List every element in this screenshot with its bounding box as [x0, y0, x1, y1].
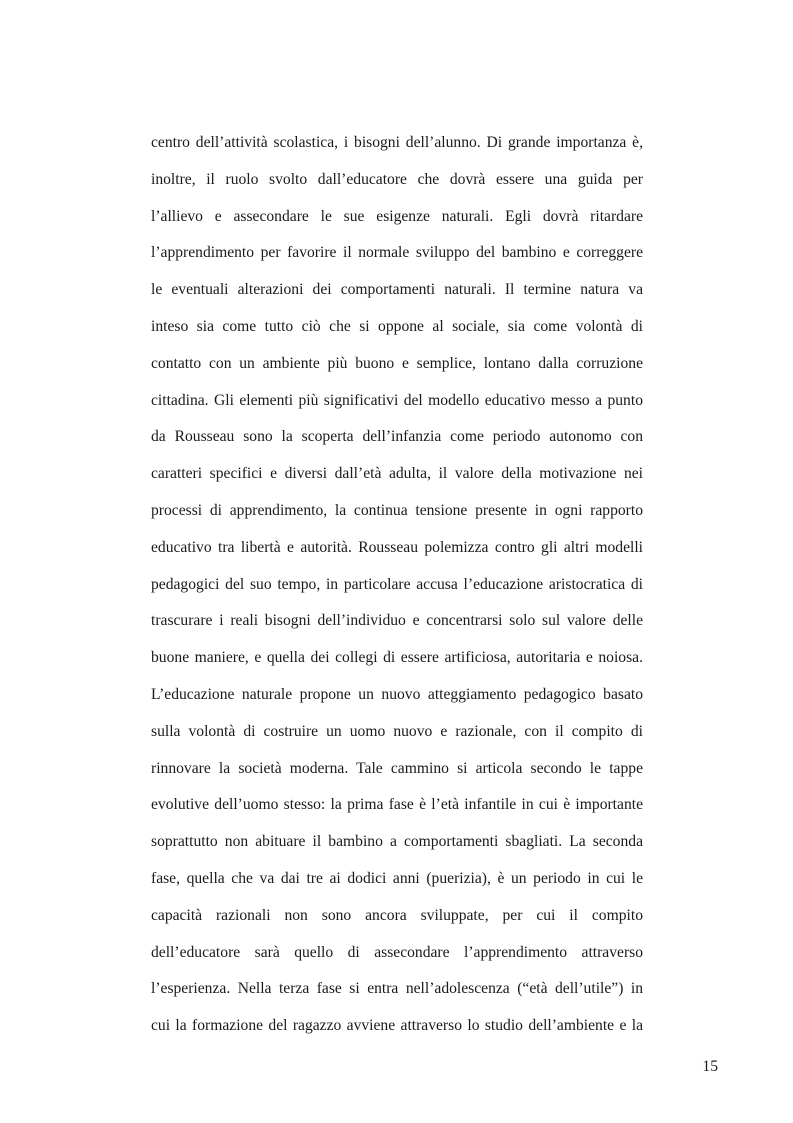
- text-line: da Rousseau sono la scoperta dell’infanzia come periodo autonomo con: [151, 428, 643, 446]
- text-line: L’educazione naturale propone un nuovo atteggiamento pedagogico basato: [151, 685, 643, 703]
- text-line: evolutive dell’uomo stesso: la prima fase è l’età infantile in cui è importante: [151, 796, 643, 814]
- text-line: soprattutto non abituare il bambino a comportamenti sbagliati. La seconda: [151, 833, 643, 851]
- text-line: centro dell’attività scolastica, i bisogni dell’alunno. Di grande importanza è,: [151, 134, 643, 151]
- text-line: contatto con un ambiente più buono e semplice, lontano dalla corruzione: [151, 354, 643, 372]
- text-line: inteso sia come tutto ciò che si oppone al sociale, sia come volontà di: [151, 317, 643, 335]
- text-line: caratteri specifici e diversi dall’età adulta, il valore della motivazione nei: [151, 465, 643, 483]
- text-line: sulla volontà di costruire un uomo nuovo e razionale, con il compito di: [151, 722, 643, 740]
- body-paragraph: [151, 129, 643, 1049]
- text-line: buone maniere, e quella dei collegi di essere artificiosa, autoritaria e noiosa.: [151, 649, 643, 667]
- text-line: le eventuali alterazioni dei comportamenti naturali. Il termine natura va: [151, 281, 643, 299]
- text-line: cui la formazione del ragazzo avviene attraverso lo studio dell’ambiente e la: [151, 1017, 643, 1035]
- page-number: 15: [702, 1058, 718, 1075]
- text-line: educativo tra libertà e autorità. Rousseau polemizza contro gli altri modelli: [151, 538, 643, 556]
- text-line: pedagogici del suo tempo, in particolare accusa l’educazione aristocratica di: [151, 575, 643, 593]
- text-line: l’esperienza. Nella terza fase si entra nell’adolescenza (“età dell’utile”) in: [151, 980, 643, 998]
- text-line: fase, quella che va dai tre ai dodici anni (puerizia), è un periodo in cui le: [151, 869, 643, 887]
- text-line: cittadina. Gli elementi più significativi del modello educativo messo a punto: [151, 391, 643, 409]
- text-line: dell’educatore sarà quello di assecondare l’apprendimento attraverso: [151, 943, 643, 961]
- text-line: processi di apprendimento, la continua tensione presente in ogni rapporto: [151, 501, 643, 519]
- text-line: capacità razionali non sono ancora sviluppate, per cui il compito: [151, 906, 643, 924]
- text-line: l’allievo e assecondare le sue esigenze naturali. Egli dovrà ritardare: [151, 207, 643, 225]
- text-line: rinnovare la società moderna. Tale cammino si articola secondo le tappe: [151, 759, 643, 777]
- text-line: l’apprendimento per favorire il normale sviluppo del bambino e correggere: [151, 244, 643, 262]
- text-line: trascurare i reali bisogni dell’individuo e concentrarsi solo sul valore delle: [151, 612, 643, 630]
- text-line: inoltre, il ruolo svolto dall’educatore che dovrà essere una guida per: [151, 170, 643, 188]
